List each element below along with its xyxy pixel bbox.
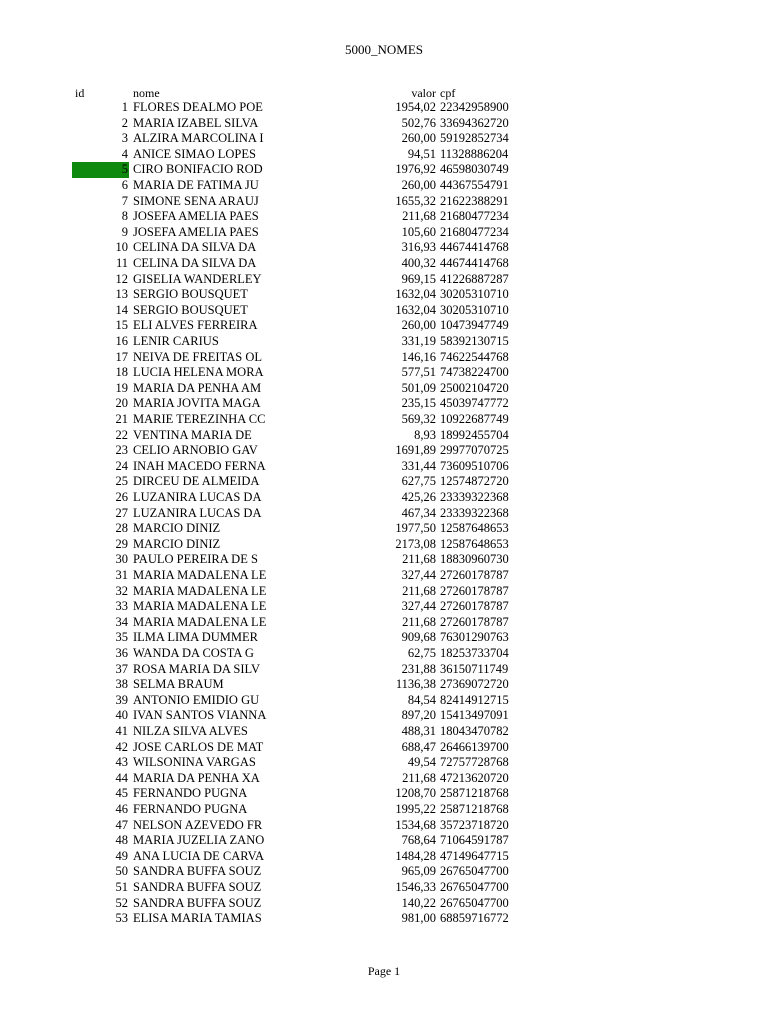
- cell-valor: 569,32: [401, 412, 436, 426]
- cell-nome: MARCIO DINIZ: [133, 536, 221, 551]
- table-row: [0, 334, 768, 350]
- cell-nome: ELISA MARIA TAMIAS: [133, 911, 262, 926]
- cell-valor: 502,76: [401, 115, 436, 130]
- cell-id: 25: [115, 474, 128, 489]
- cell-id: 34: [115, 614, 128, 629]
- cell-cpf: 58392130715: [440, 334, 509, 348]
- table-row: [0, 646, 768, 662]
- table-row: [0, 209, 768, 225]
- cell-cpf: 27260178787: [440, 583, 509, 598]
- cell-valor: 331,44: [401, 458, 436, 473]
- cell-nome: FERNANDO PUGNA: [133, 802, 248, 816]
- cell-nome: FLORES DEALMO POE: [133, 100, 263, 114]
- cell-valor: 211,68: [402, 552, 436, 567]
- cell-id: 38: [115, 677, 128, 692]
- cell-valor: 105,60: [401, 224, 436, 239]
- table-row: [0, 708, 768, 724]
- cell-cpf: 27260178787: [440, 599, 509, 614]
- cell-nome: MARCIO DINIZ: [133, 521, 221, 536]
- table-row: [0, 568, 768, 584]
- cell-nome: MARIA IZABEL SILVA: [133, 115, 259, 130]
- cell-id: 31: [115, 568, 128, 582]
- table-row: [0, 693, 768, 709]
- cell-valor: 965,09: [401, 864, 436, 879]
- table-row: [0, 490, 768, 506]
- cell-cpf: 21680477234: [440, 224, 509, 239]
- table-row: [0, 365, 768, 381]
- cell-id: 16: [115, 334, 128, 348]
- cell-valor: 260,00: [401, 131, 436, 146]
- table-row: [0, 521, 768, 537]
- cell-id: 46: [115, 802, 128, 816]
- cell-valor: 8,93: [414, 427, 436, 442]
- cell-nome: DIRCEU DE ALMEIDA: [133, 474, 260, 489]
- cell-valor: 467,34: [401, 505, 436, 520]
- cell-valor: 1632,04: [395, 302, 436, 317]
- table-row: [0, 740, 768, 756]
- cell-cpf: 73609510706: [440, 458, 509, 473]
- table-row: [0, 381, 768, 397]
- table-row: [0, 178, 768, 194]
- cell-id: 7: [121, 193, 128, 208]
- cell-valor: 488,31: [401, 724, 436, 738]
- cell-id: 26: [115, 490, 128, 504]
- table-row: [0, 833, 768, 849]
- cell-nome: MARIA DA PENHA AM: [133, 380, 262, 395]
- table-row: [0, 194, 768, 210]
- cell-nome: CELINA DA SILVA DA: [133, 240, 257, 255]
- table-row: [0, 552, 768, 568]
- cell-id: 21: [115, 412, 128, 426]
- table-row: [0, 131, 768, 147]
- cell-valor: 94,51: [407, 146, 436, 161]
- cell-id: 18: [115, 365, 128, 380]
- table-row: [0, 630, 768, 646]
- cell-cpf: 26466139700: [440, 739, 509, 754]
- table-row: [0, 724, 768, 740]
- column-header-nome: nome: [133, 86, 160, 100]
- cell-id: 51: [115, 880, 128, 894]
- cell-cpf: 26765047700: [440, 864, 509, 879]
- table-row: [0, 599, 768, 615]
- cell-cpf: 23339322368: [440, 490, 509, 504]
- table-row: [0, 771, 768, 787]
- cell-nome: SANDRA BUFFA SOUZ: [133, 895, 262, 910]
- cell-valor: 627,75: [401, 474, 436, 489]
- cell-id: 35: [115, 630, 128, 645]
- page-title: 5000_NOMES: [344, 42, 423, 57]
- cell-id: 36: [115, 646, 128, 660]
- cell-nome: ANTONIO EMIDIO GU: [133, 692, 260, 707]
- cell-id: 43: [115, 755, 128, 770]
- cell-id: 42: [115, 739, 128, 754]
- cell-cpf: 12587648653: [440, 521, 509, 536]
- cell-cpf: 72757728768: [440, 755, 509, 770]
- cell-valor: 1208,70: [395, 786, 436, 801]
- cell-id: 10: [115, 240, 128, 255]
- cell-nome: SIMONE SENA ARAUJ: [133, 193, 259, 208]
- cell-valor: 211,68: [402, 614, 436, 629]
- cell-valor: 1691,89: [395, 443, 436, 458]
- cell-nome: ILMA LIMA DUMMER: [133, 630, 259, 645]
- cell-nome: GISELIA WANDERLEY: [133, 271, 262, 286]
- cell-cpf: 11328886204: [440, 146, 509, 161]
- cell-nome: CIRO BONIFACIO ROD: [133, 162, 263, 177]
- cell-cpf: 10473947749: [440, 318, 509, 333]
- cell-nome: WILSONINA VARGAS: [133, 755, 256, 770]
- cell-cpf: 47213620720: [440, 770, 509, 785]
- cell-nome: ANA LUCIA DE CARVA: [133, 848, 265, 863]
- cell-id: 39: [115, 692, 128, 707]
- table-row: [0, 802, 768, 818]
- cell-cpf: 18253733704: [440, 646, 509, 660]
- cell-valor: 211,68: [402, 583, 436, 598]
- cell-valor: 316,93: [401, 240, 436, 255]
- cell-id: 12: [115, 271, 128, 286]
- cell-nome: CELIO ARNOBIO GAV: [133, 443, 258, 458]
- table-row: [0, 225, 768, 241]
- cell-id: 20: [115, 396, 128, 411]
- cell-id: 40: [115, 708, 128, 723]
- cell-cpf: 82414912715: [440, 692, 509, 707]
- cell-cpf: 45039747772: [440, 396, 509, 411]
- cell-cpf: 22342958900: [440, 100, 509, 114]
- table-row: [0, 240, 768, 256]
- cell-nome: ROSA MARIA DA SILV: [133, 661, 261, 676]
- cell-cpf: 12574872720: [440, 474, 509, 489]
- table-row: [0, 474, 768, 490]
- table-row: [0, 818, 768, 834]
- table-row: [0, 537, 768, 553]
- table-row: [0, 880, 768, 896]
- cell-id: 15: [115, 318, 128, 333]
- table-row: [0, 506, 768, 522]
- cell-nome: ELI ALVES FERREIRA: [133, 318, 258, 333]
- cell-cpf: 27369072720: [440, 677, 509, 692]
- cell-nome: CELINA DA SILVA DA: [133, 256, 257, 270]
- table-row: [0, 318, 768, 334]
- cell-valor: 1632,04: [395, 287, 436, 302]
- table-row: [0, 272, 768, 288]
- cell-nome: SANDRA BUFFA SOUZ: [133, 864, 262, 879]
- cell-nome: SELMA BRAUM: [133, 677, 224, 692]
- column-header-valor: valor: [411, 86, 436, 100]
- cell-id: 19: [115, 380, 128, 395]
- cell-valor: 501,09: [401, 380, 436, 395]
- cell-cpf: 18992455704: [440, 427, 509, 442]
- cell-id: 17: [115, 349, 128, 364]
- cell-id: 5: [121, 162, 128, 177]
- cell-id: 3: [121, 131, 128, 146]
- table-row: [0, 662, 768, 678]
- table-row: [0, 896, 768, 912]
- cell-nome: SERGIO BOUSQUET: [133, 287, 248, 302]
- table-row: [0, 162, 768, 178]
- cell-cpf: 74622544768: [440, 349, 509, 364]
- cell-cpf: 74738224700: [440, 365, 509, 380]
- cell-id: 8: [121, 209, 128, 224]
- cell-nome: SERGIO BOUSQUET: [133, 302, 248, 317]
- table-row: [0, 864, 768, 880]
- cell-id: 45: [115, 786, 128, 801]
- cell-cpf: 76301290763: [440, 630, 509, 645]
- cell-id: 28: [115, 521, 128, 536]
- cell-valor: 1976,92: [395, 162, 436, 177]
- cell-cpf: 46598030749: [440, 162, 509, 177]
- table-row: [0, 147, 768, 163]
- cell-valor: 1136,38: [395, 677, 436, 692]
- cell-cpf: 36150711749: [440, 661, 509, 676]
- cell-id: 33: [115, 599, 128, 614]
- cell-nome: MARIA MADALENA LE: [133, 568, 267, 582]
- cell-id: 47: [115, 817, 128, 832]
- cell-valor: 1484,28: [395, 848, 436, 863]
- cell-id: 29: [115, 536, 128, 551]
- cell-id: 49: [115, 848, 128, 863]
- cell-valor: 1655,32: [395, 193, 436, 208]
- cell-nome: MARIA MADALENA LE: [133, 614, 267, 629]
- cell-cpf: 47149647715: [440, 848, 509, 863]
- cell-cpf: 21680477234: [440, 209, 509, 224]
- cell-valor: 1546,33: [395, 880, 436, 894]
- table-row: [0, 615, 768, 631]
- table-row: [0, 459, 768, 475]
- cell-valor: 1534,68: [395, 817, 436, 832]
- table-row: [0, 256, 768, 272]
- cell-cpf: 35723718720: [440, 817, 509, 832]
- cell-nome: LENIR CARIUS: [133, 334, 219, 348]
- table-row: [0, 786, 768, 802]
- cell-valor: 1954,02: [395, 100, 436, 114]
- cell-nome: MARIA DE FATIMA JU: [133, 178, 259, 192]
- cell-nome: MARIE TEREZINHA CC: [133, 412, 266, 426]
- cell-nome: WANDA DA COSTA G: [133, 646, 254, 660]
- cell-id: 13: [115, 287, 128, 302]
- cell-id: 9: [121, 224, 128, 239]
- cell-valor: 49,54: [407, 755, 436, 770]
- cell-id: 44: [115, 770, 128, 785]
- cell-id: 14: [115, 302, 128, 317]
- table-row: [0, 350, 768, 366]
- cell-valor: 62,75: [407, 646, 436, 660]
- column-header-cpf: cpf: [440, 86, 456, 100]
- table-row: [0, 584, 768, 600]
- cell-valor: 327,44: [401, 568, 436, 582]
- cell-valor: 1977,50: [395, 521, 436, 536]
- cell-id: 23: [115, 443, 128, 458]
- cell-valor: 969,15: [401, 271, 436, 286]
- cell-nome: MARIA MADALENA LE: [133, 599, 267, 614]
- cell-id: 24: [115, 458, 128, 473]
- cell-nome: LUCIA HELENA MORA: [133, 365, 264, 380]
- cell-cpf: 10922687749: [440, 412, 509, 426]
- cell-nome: ANICE SIMAO LOPES: [133, 146, 256, 161]
- cell-id: 27: [115, 505, 128, 520]
- cell-nome: LUZANIRA LUCAS DA: [133, 505, 262, 520]
- table-row: [0, 677, 768, 693]
- cell-valor: 211,68: [402, 770, 436, 785]
- cell-valor: 1995,22: [395, 802, 436, 816]
- cell-cpf: 44674414768: [440, 240, 509, 255]
- table-row: [0, 287, 768, 303]
- cell-nome: PAULO PEREIRA DE S: [133, 552, 258, 567]
- cell-nome: NILZA SILVA ALVES: [133, 724, 248, 738]
- cell-nome: IVAN SANTOS VIANNA: [133, 708, 267, 723]
- cell-nome: SANDRA BUFFA SOUZ: [133, 880, 262, 894]
- table-row: [0, 116, 768, 132]
- cell-nome: JOSE CARLOS DE MAT: [133, 739, 264, 754]
- column-header-id: id: [75, 86, 85, 100]
- cell-valor: 400,32: [401, 256, 436, 270]
- cell-nome: NEIVA DE FREITAS OL: [133, 349, 262, 364]
- cell-id: 52: [115, 895, 128, 910]
- cell-cpf: 44367554791: [440, 178, 509, 192]
- cell-id: 2: [121, 115, 128, 130]
- cell-valor: 231,88: [401, 661, 436, 676]
- cell-cpf: 18830960730: [440, 552, 509, 567]
- cell-valor: 331,19: [401, 334, 436, 348]
- cell-nome: FERNANDO PUGNA: [133, 786, 248, 801]
- cell-valor: 897,20: [401, 708, 436, 723]
- cell-id: 50: [115, 864, 128, 879]
- cell-nome: MARIA JUZELIA ZANO: [133, 833, 265, 848]
- cell-cpf: 25871218768: [440, 802, 509, 816]
- cell-cpf: 68859716772: [440, 911, 509, 926]
- cell-id: 37: [115, 661, 128, 676]
- cell-valor: 140,22: [401, 895, 436, 910]
- cell-cpf: 59192852734: [440, 131, 509, 146]
- cell-nome: VENTINA MARIA DE: [133, 427, 252, 442]
- cell-id: 30: [115, 552, 128, 567]
- cell-nome: NELSON AZEVEDO FR: [133, 817, 263, 832]
- cell-id: 1: [121, 100, 128, 114]
- cell-cpf: 23339322368: [440, 505, 509, 520]
- cell-valor: 84,54: [407, 692, 436, 707]
- cell-nome: LUZANIRA LUCAS DA: [133, 490, 262, 504]
- cell-cpf: 71064591787: [440, 833, 509, 848]
- cell-nome: ALZIRA MARCOLINA I: [133, 131, 264, 146]
- cell-cpf: 29977070725: [440, 443, 509, 458]
- cell-cpf: 18043470782: [440, 724, 509, 738]
- table-row: [0, 100, 768, 116]
- cell-valor: 235,15: [401, 396, 436, 411]
- cell-cpf: 15413497091: [440, 708, 509, 723]
- table-row: [0, 412, 768, 428]
- cell-valor: 981,00: [401, 911, 436, 926]
- table-row: [0, 303, 768, 319]
- cell-id: 41: [115, 724, 128, 738]
- cell-valor: 577,51: [401, 365, 436, 380]
- cell-nome: MARIA MADALENA LE: [133, 583, 267, 598]
- cell-cpf: 33694362720: [440, 115, 509, 130]
- cell-valor: 688,47: [401, 739, 436, 754]
- cell-cpf: 27260178787: [440, 568, 509, 582]
- cell-id: 48: [115, 833, 128, 848]
- cell-nome: JOSEFA AMELIA PAES: [133, 224, 259, 239]
- cell-id: 4: [121, 146, 128, 161]
- table-row: [0, 428, 768, 444]
- cell-cpf: 27260178787: [440, 614, 509, 629]
- cell-nome: INAH MACEDO FERNA: [133, 458, 266, 473]
- cell-nome: JOSEFA AMELIA PAES: [133, 209, 259, 224]
- cell-cpf: 41226887287: [440, 271, 509, 286]
- cell-valor: 260,00: [401, 178, 436, 192]
- cell-valor: 2173,08: [395, 536, 436, 551]
- cell-nome: MARIA JOVITA MAGA: [133, 396, 261, 411]
- cell-nome: MARIA DA PENHA XA: [133, 770, 260, 785]
- cell-cpf: 21622388291: [440, 193, 509, 208]
- cell-valor: 768,64: [401, 833, 436, 848]
- cell-valor: 909,68: [401, 630, 436, 645]
- cell-id: 6: [121, 178, 128, 192]
- cell-valor: 211,68: [402, 209, 436, 224]
- cell-cpf: 44674414768: [440, 256, 509, 270]
- cell-id: 32: [115, 583, 128, 598]
- cell-cpf: 26765047700: [440, 880, 509, 894]
- cell-cpf: 25871218768: [440, 786, 509, 801]
- table-row: [0, 911, 768, 927]
- cell-cpf: 26765047700: [440, 895, 509, 910]
- cell-valor: 260,00: [401, 318, 436, 333]
- table-row: [0, 443, 768, 459]
- page-footer: Page 1: [367, 964, 401, 978]
- cell-id: 11: [115, 256, 128, 270]
- cell-cpf: 12587648653: [440, 536, 509, 551]
- cell-id: 53: [115, 911, 128, 926]
- cell-id: 22: [115, 427, 128, 442]
- cell-cpf: 30205310710: [440, 302, 509, 317]
- cell-valor: 425,26: [401, 490, 436, 504]
- table-row: [0, 849, 768, 865]
- table-row: [0, 396, 768, 412]
- cell-valor: 327,44: [401, 599, 436, 614]
- table-row: [0, 755, 768, 771]
- cell-cpf: 30205310710: [440, 287, 509, 302]
- cell-valor: 146,16: [401, 349, 436, 364]
- cell-cpf: 25002104720: [440, 380, 509, 395]
